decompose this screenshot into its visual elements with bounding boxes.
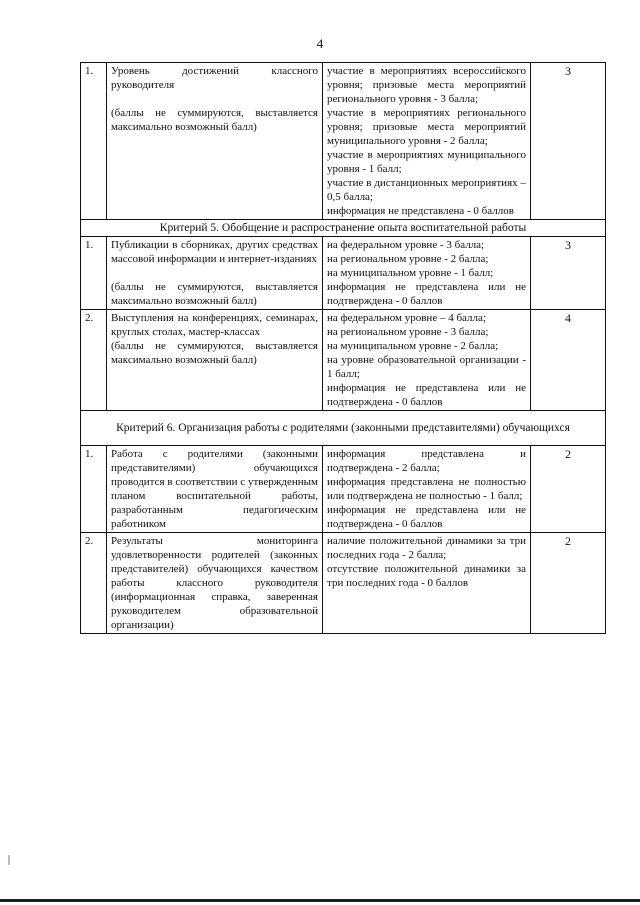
indicator-cell <box>107 63 323 220</box>
score-cell: 4 <box>531 310 606 411</box>
table-row <box>81 310 606 411</box>
indicator-text: Результаты мониторинга удовлетворенности родителей (законных представителей) обучающихся качеством работы классного руководителя (информационная справка, заверенная руководителем образовательной организации) <box>111 535 318 631</box>
table-row <box>81 237 606 310</box>
indicator-note: (баллы не суммируются, выставляется максимально возможный балл) <box>111 107 318 133</box>
value-line: на региональном уровне - 3 балла; <box>327 326 489 338</box>
value-line: информация представлена не полностью или подтверждена не полностью - 1 балл; <box>327 476 526 502</box>
scan-mark <box>8 855 10 865</box>
indicator-cell <box>107 446 323 533</box>
values-cell <box>323 533 531 634</box>
table-row <box>81 446 606 533</box>
section-title: Критерий 5. Обобщение и распространение опыта воспитательной работы <box>81 220 606 237</box>
value-line: участие в мероприятиях регионального уровня; призовые места мероприятий муниципального уровня - 2 балла; <box>327 107 526 147</box>
score-cell: 3 <box>531 237 606 310</box>
indicator-text: Публикации в сборниках, других средствах массовой информации и интернет-изданиях <box>111 239 318 265</box>
value-line: на муниципальном уровне - 1 балл; <box>327 267 494 279</box>
value-line: наличие положительной динамики за три последних года - 2 балла; <box>327 535 526 561</box>
value-line: участие в дистанционных мероприятиях – 0,5 балла; <box>327 177 526 203</box>
value-line: отсутствие положительной динамики за три последних года - 0 баллов <box>327 563 526 589</box>
page-number: 4 <box>316 36 324 51</box>
value-line: участие в мероприятиях всероссийского уровня; призовые места мероприятий регионального уровня - 3 балла; <box>327 65 526 105</box>
indicator-cell <box>107 310 323 411</box>
value-line: информация не представлена или не подтверждена - 0 баллов <box>327 281 526 307</box>
values-cell <box>323 310 531 411</box>
score-cell: 3 <box>531 63 606 220</box>
section-row <box>81 220 606 237</box>
indicator-text: Выступления на конференциях, семинарах, круглых столах, мастер-классах <box>111 312 318 338</box>
indicator-text: Работа с родителями (законными представителями) обучающихся проводится в соответствии с утвержденным планом воспитательной работы, разработанным педагогическим работником <box>111 448 318 530</box>
section-row <box>81 411 606 446</box>
indicator-text: Уровень достижений классного руководителя <box>111 65 318 91</box>
value-line: информация не представлена - 0 баллов <box>327 205 514 217</box>
value-line: информация не представлена или не подтверждена - 0 баллов <box>327 382 526 408</box>
indicator-note: (баллы не суммируются, выставляется максимально возможный балл) <box>111 281 318 307</box>
value-line: информация не представлена или не подтверждена - 0 баллов <box>327 504 526 530</box>
value-line: на федеральном уровне – 4 балла; <box>327 312 486 324</box>
page-bottom-edge <box>0 899 640 902</box>
value-line: на региональном уровне - 2 балла; <box>327 253 489 265</box>
value-line: на уровне образовательной организации - 1 балл; <box>327 354 526 380</box>
indicator-cell <box>107 533 323 634</box>
values-cell <box>323 237 531 310</box>
indicator-note: (баллы не суммируются, выставляется максимально возможный балл) <box>111 340 318 366</box>
values-cell <box>323 446 531 533</box>
value-line: на муниципальном уровне - 2 балла; <box>327 340 499 352</box>
indicator-cell <box>107 237 323 310</box>
value-line: участие в мероприятиях муниципального уровня - 1 балл; <box>327 149 526 175</box>
row-number: 2. <box>81 533 107 634</box>
table-row <box>81 63 606 220</box>
section-title: Критерий 6. Организация работы с родителями (законными представителями) обучающихся <box>81 411 606 446</box>
table-row <box>81 533 606 634</box>
row-number: 1. <box>81 446 107 533</box>
value-line: информация представлена и подтверждена - 2 балла; <box>327 448 526 474</box>
score-cell: 2 <box>531 533 606 634</box>
criteria-table <box>80 62 606 634</box>
values-cell <box>323 63 531 220</box>
row-number: 2. <box>81 310 107 411</box>
row-number: 1. <box>81 237 107 310</box>
value-line: на федеральном уровне - 3 балла; <box>327 239 485 251</box>
score-cell: 2 <box>531 446 606 533</box>
row-number: 1. <box>81 63 107 220</box>
